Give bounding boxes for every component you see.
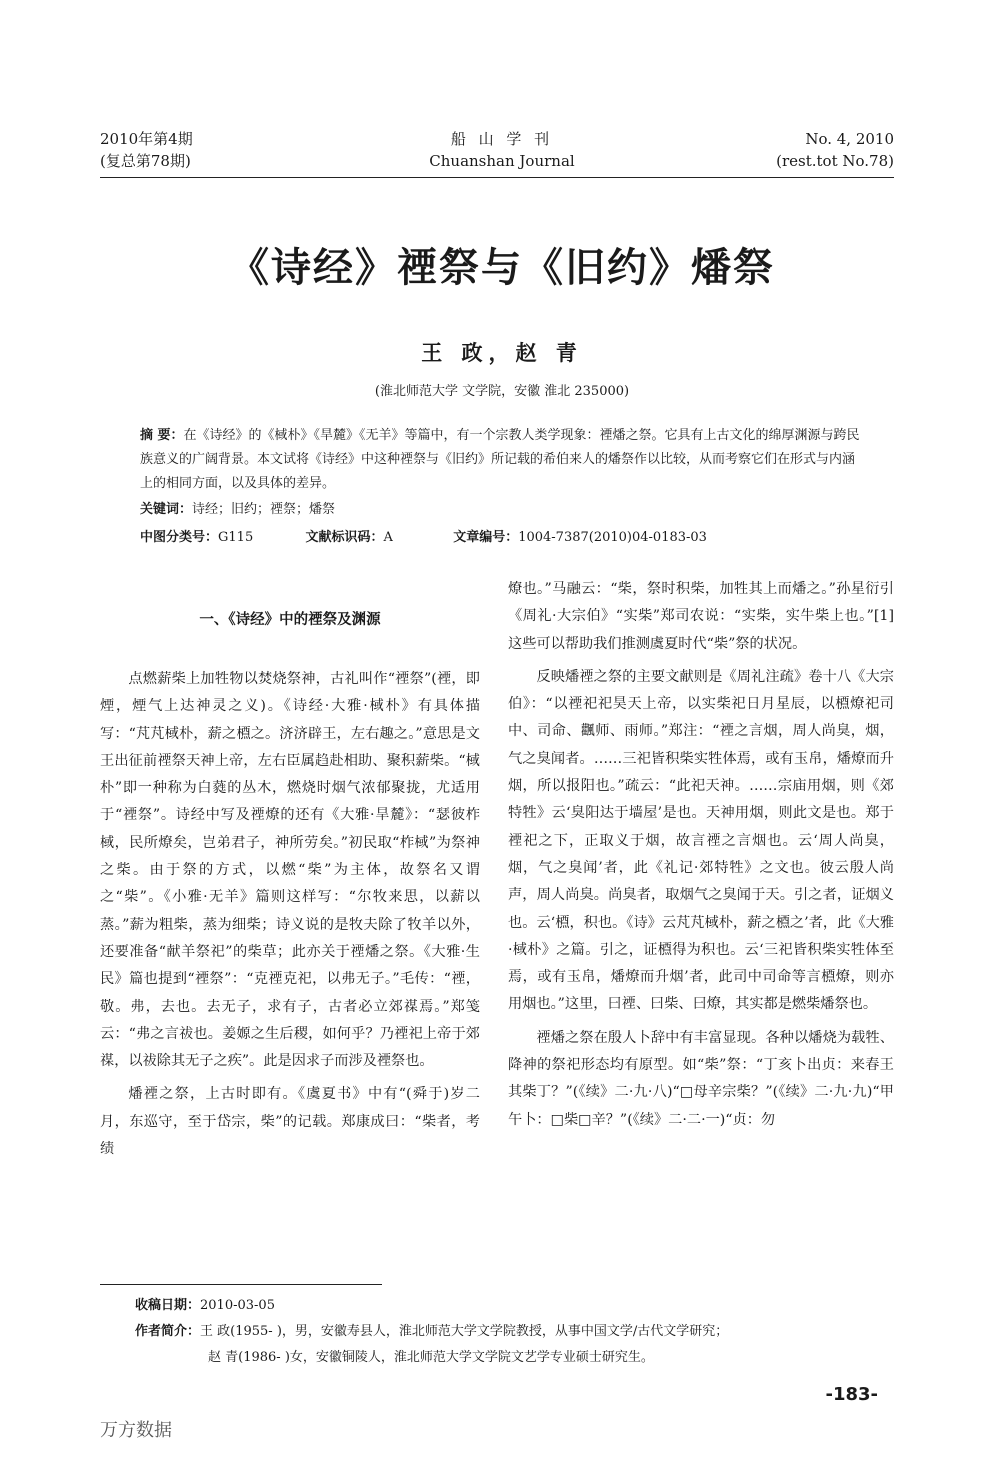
article-title: 《诗经》禋祭与《旧约》燔祭 — [229, 244, 775, 291]
received-label: 收稿日期： — [135, 1298, 201, 1313]
keywords-label: 关键词： — [140, 502, 193, 517]
received-date — [135, 1296, 275, 1316]
received-value: 2010-03-05 — [200, 1298, 275, 1313]
section-heading: 一、《诗经》中的禋祭及渊源 — [199, 611, 381, 628]
bio-first-author: 王 政(1955- )，男，安徽寿县人，淮北师范大学文学院教授，从事中国文学/古代文学研究； — [200, 1324, 729, 1339]
body-paragraph: 燎也。”马融云：“柴，祭时积柴，加牲其上而燔之。”孙星衍引《周礼·大宗伯》“实柴”郑司农说：“实柴，实牛柴上也。”[1]这些可以帮助我们推测虞夏时代“柴”祭的状况。 — [508, 581, 894, 652]
doc-code-label: 文献标识码： — [305, 530, 384, 545]
body-paragraph: 反映燔禋之祭的主要文献则是《周礼注疏》卷十八《大宗伯》：“以禋祀祀昊天上帝，以实柴祀日月星辰，以槱燎祀司中、司命、飌师、雨师。”郑注：“禋之言烟，周人尚臭，烟，气之臭闻者。……三祀皆积柴实牲体焉，或有玉帛，燔燎而升烟，所以报阳也。”疏云：“此祀天神。……宗庙用烟，则《郊特牲》云‘臭阳达于墙屋’是也。天神用烟，则此文是也。郑于禋祀之下，正取义于烟，故言禋之言烟也。云‘周人尚臭，烟，气之臭闻’者，此《礼记·郊特牲》之文也。彼云殷人尚声，周人尚臭。尚臭者，取烟气之臭闻于天。引之者，证烟义也。云‘槱，积也。《诗》云芃芃棫朴，薪之槱之’者，此《大雅·棫朴》之篇。引之，证槱得为积也。云‘三祀皆积柴实牲体至焉，或有玉帛，燔燎而升烟’者，此司中司命等言槱燎，则亦用烟也。”这里，曰禋、曰柴、曰燎，其实都是燃柴燔祭也。 — [508, 668, 894, 1013]
keywords — [140, 499, 864, 521]
body-paragraph: 禋燔之祭在殷人卜辞中有丰富显现。各种以燔烧为载牲、降神的祭祀形态均有原型。如“柴”祭：“丁亥卜出贞：来春王其柴丁？”(《续》二·九·八)“□母辛宗柴？”(《续》二·九·九)“甲午卜：□柴□辛？”(《续》二·二·一)“贞：勿 — [508, 1029, 894, 1128]
page-number: -183- — [825, 1384, 878, 1405]
journal-name — [380, 128, 624, 172]
keywords-text: 诗经；旧约；禋祭；燔祭 — [192, 502, 336, 517]
bio-second-author: 赵 青(1986- )女，安徽铜陵人，淮北师范大学文学院文艺学专业硕士研究生。 — [208, 1350, 654, 1365]
clc-value: G115 — [218, 530, 254, 545]
body-paragraph: 燔禋之祭，上古时即有。《虞夏书》中有“(舜于)岁二月，东巡守，至于岱宗，柴”的记载。郑康成曰：“柴者，考绩 — [100, 1086, 480, 1158]
classification-row — [140, 527, 864, 549]
journal-name-en: Chuanshan Journal — [429, 152, 575, 170]
issue-number-line-1: No. 4, 2010 — [805, 130, 894, 148]
footnote-rule — [100, 1284, 382, 1285]
right-column — [508, 576, 894, 1134]
doc-code-value: A — [383, 530, 393, 545]
author-bio — [135, 1322, 728, 1342]
abstract-text: 在《诗经》的《棫朴》《旱麓》《无羊》等篇中，有一个宗教人类学现象：禋燔之祭。它具有上古文化的绵厚渊源与跨民族意义的广阔背景。本文试将《诗经》中这种禋祭与《旧约》所记载的希伯来人的燔祭作以比较，从而考察它们在形式与内涵上的相同方面，以及具体的差异。 — [140, 428, 860, 491]
left-column — [100, 666, 480, 1163]
article-authors: 王 政，赵 青 — [421, 340, 583, 365]
abstract-label: 摘 要： — [140, 428, 184, 443]
body-paragraph: 点燃薪柴上加牲物以焚烧祭神，古礼叫作“禋祭”(禋，即煙，煙气上达神灵之义)。《诗经·大雅·棫朴》有具体描写：“芃芃棫朴，薪之槱之。济济辟王，左右趣之。”意思是文王出征前禋祭天神上帝，左右臣属趋赴相助、聚积薪柴。“棫朴”即一种称为白蕤的丛木，燃烧时烟气浓郁聚拢，尤适用于“禋祭”。诗经中写及禋燎的还有《大雅·旱麓》：“瑟彼柞棫，民所燎矣，岂弟君子，神所劳矣。”初民取“柞棫”为祭神之柴。由于祭的方式，以燃“柴”为主体，故祭名又谓之“柴”。《小雅·无羊》篇则这样写：“尔牧来思，以薪以蒸。”薪为粗柴，蒸为细柴；诗义说的是牧夫除了牧羊以外，还要准备“献羊祭祀”的柴草；此亦关于禋燔之祭。《大雅·生民》篇也提到“禋祭”：“克禋克祀，以弗无子。”毛传：“禋，敬。弗，去也。去无子，求有子，古者必立郊禖焉。”郑笺云：“弗之言祓也。姜嫄之生后稷，如何乎？乃禋祀上帝于郊禖，以祓除其无子之疾”。此是因求子而涉及禋祭也。 — [100, 671, 480, 1070]
issue-info — [100, 128, 193, 172]
issue-line-1: 2010年第4期 — [100, 130, 193, 148]
issue-number-line-2: (rest.tot No.78) — [776, 152, 894, 170]
article-number-label: 文章编号： — [453, 530, 519, 545]
issue-number — [776, 128, 894, 172]
clc-label: 中图分类号： — [140, 530, 219, 545]
abstract — [140, 424, 864, 496]
journal-name-cn: 船 山 学 刊 — [450, 130, 554, 148]
article-number-value: 1004-7387(2010)04-0183-03 — [518, 530, 707, 545]
issue-line-2: (复总第78期) — [100, 152, 191, 170]
header-rule — [100, 177, 894, 178]
bio-label: 作者简介： — [135, 1324, 201, 1339]
watermark: 万方数据 — [100, 1420, 172, 1441]
author-affiliation: (淮北师范大学 文学院，安徽 淮北 235000) — [374, 384, 630, 399]
